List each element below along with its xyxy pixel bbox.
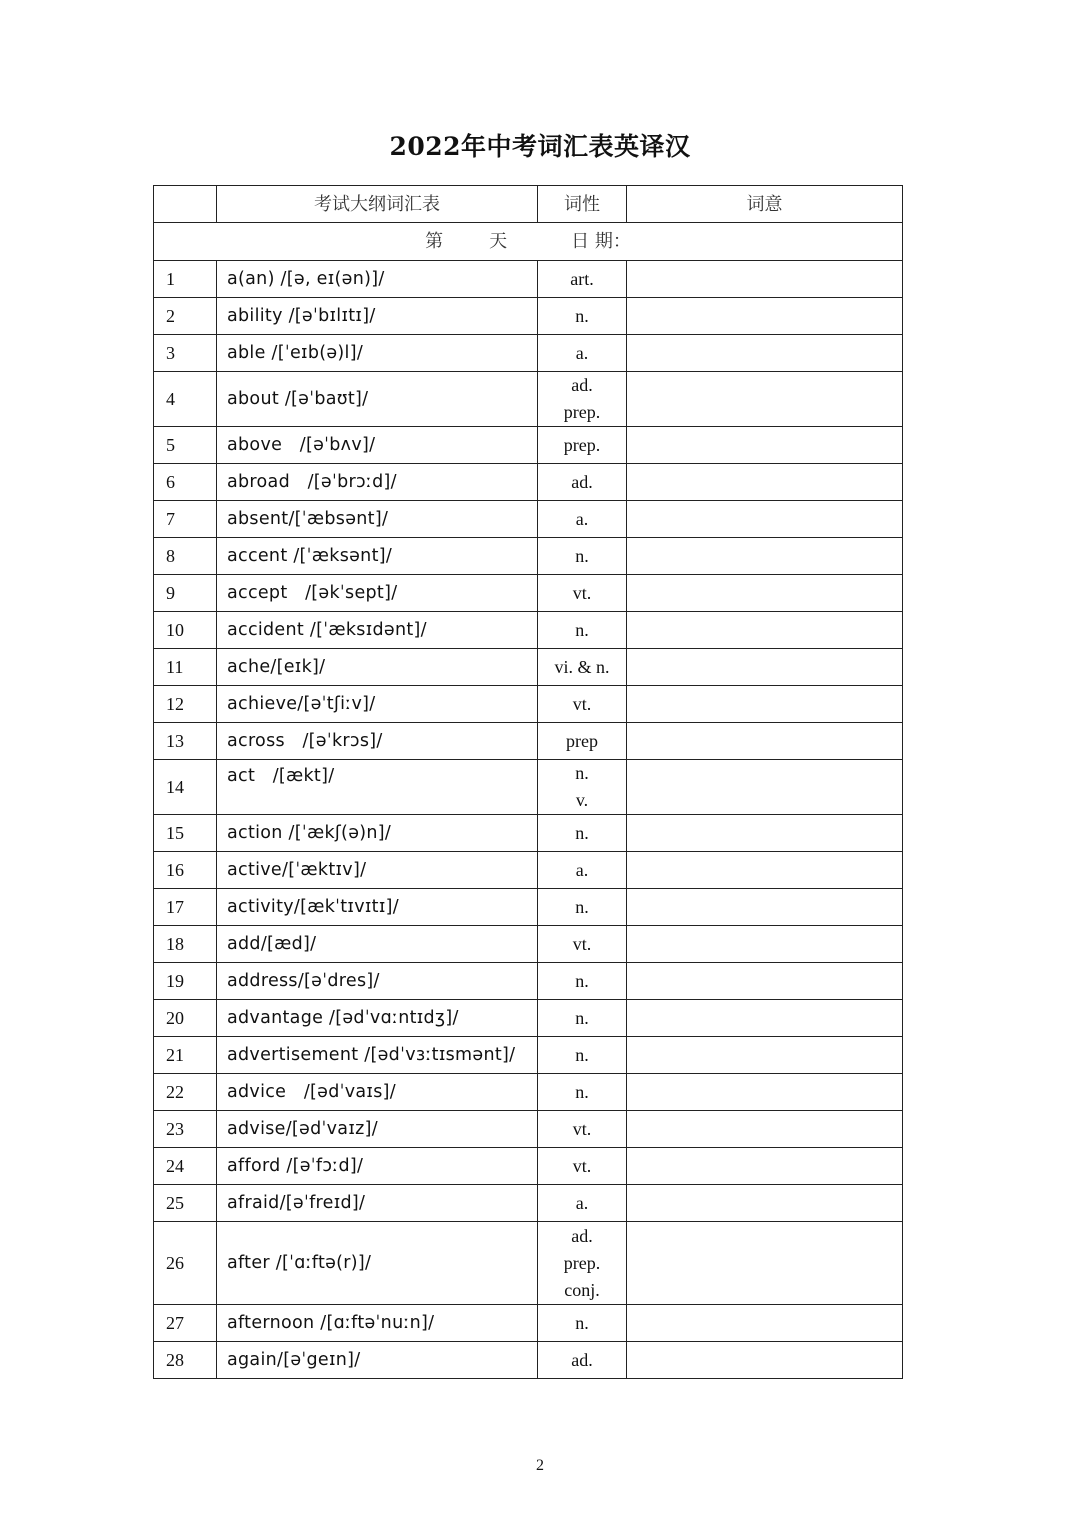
table-row: [154, 1305, 903, 1342]
table-row: [154, 372, 903, 427]
part-of-speech-label: n.: [575, 305, 589, 326]
word-phonetic-cell: accept /[əkˈsept]/: [217, 575, 538, 612]
part-of-speech-cell: [538, 723, 627, 760]
word-phonetic-cell: accent /[ˈæksənt]/: [217, 538, 538, 575]
header-word-cell: 考试大纲词汇表: [217, 186, 538, 223]
row-number-cell: 5: [154, 427, 217, 464]
table-row: [154, 815, 903, 852]
part-of-speech-cell: [538, 1185, 627, 1222]
row-number-cell: 4: [154, 372, 217, 427]
table-row: [154, 1342, 903, 1379]
part-of-speech-cell: [538, 889, 627, 926]
part-of-speech-cell: [538, 1111, 627, 1148]
meaning-cell[interactable]: [627, 889, 903, 926]
part-of-speech-label: conj.: [564, 1279, 600, 1300]
part-of-speech-cell: [538, 298, 627, 335]
word-phonetic-cell: advantage /[ədˈvɑːntɪdʒ]/: [217, 1000, 538, 1037]
part-of-speech-label: a.: [575, 508, 589, 529]
part-of-speech-label: prep: [566, 730, 598, 751]
row-number-cell: 21: [154, 1037, 217, 1074]
row-number-cell: 10: [154, 612, 217, 649]
part-of-speech-label: v.: [575, 790, 589, 810]
meaning-cell[interactable]: [627, 815, 903, 852]
part-of-speech-cell: [538, 1000, 627, 1037]
table-row: [154, 686, 903, 723]
page-number: 2: [536, 1457, 544, 1474]
day-date-row: [154, 223, 903, 261]
part-of-speech-cell: [538, 649, 627, 686]
word-phonetic-cell: advise/[ədˈvaɪz]/: [217, 1111, 538, 1148]
meaning-cell[interactable]: [627, 760, 903, 815]
row-number-cell: 2: [154, 298, 217, 335]
meaning-cell[interactable]: [627, 538, 903, 575]
row-number-cell: 13: [154, 723, 217, 760]
part-of-speech-label: n.: [575, 1044, 589, 1065]
part-of-speech-cell: [538, 261, 627, 298]
meaning-cell[interactable]: [627, 926, 903, 963]
part-of-speech-label: a.: [575, 342, 589, 363]
row-number-cell: 17: [154, 889, 217, 926]
word-phonetic-cell: a(an) /[ə, eɪ(ən)]/: [217, 261, 538, 298]
word-phonetic-cell: ability /[əˈbɪlɪtɪ]/: [217, 298, 538, 335]
row-number-cell: 1: [154, 261, 217, 298]
meaning-cell[interactable]: [627, 1074, 903, 1111]
meaning-cell[interactable]: [627, 1000, 903, 1037]
part-of-speech-label: prep.: [563, 402, 601, 422]
day-label-tian: 天: [489, 231, 510, 252]
part-of-speech-cell: [538, 1342, 627, 1379]
table-row: [154, 501, 903, 538]
date-label: 日 期：: [571, 231, 631, 252]
table-row: [154, 538, 903, 575]
row-number-cell: 15: [154, 815, 217, 852]
word-phonetic-cell: address/[əˈdres]/: [217, 963, 538, 1000]
meaning-cell[interactable]: [627, 1148, 903, 1185]
part-of-speech-cell: [538, 1148, 627, 1185]
part-of-speech-label: vt.: [572, 1155, 592, 1176]
row-number-cell: 20: [154, 1000, 217, 1037]
meaning-cell[interactable]: [627, 1305, 903, 1342]
part-of-speech-cell: [538, 963, 627, 1000]
row-number-cell: 19: [154, 963, 217, 1000]
part-of-speech-cell: [538, 926, 627, 963]
word-phonetic-cell: able /[ˈeɪb(ə)l]/: [217, 335, 538, 372]
table-row: [154, 723, 903, 760]
meaning-cell[interactable]: [627, 686, 903, 723]
meaning-cell[interactable]: [627, 501, 903, 538]
word-phonetic-cell: absent/[ˈæbsənt]/: [217, 501, 538, 538]
table-row: [154, 1185, 903, 1222]
part-of-speech-label: n.: [575, 896, 589, 917]
part-of-speech-cell: [538, 1037, 627, 1074]
row-number-cell: 3: [154, 335, 217, 372]
part-of-speech-label: vt.: [572, 933, 592, 954]
word-phonetic-cell: accident /[ˈæksɪdənt]/: [217, 612, 538, 649]
row-number-cell: 24: [154, 1148, 217, 1185]
table-row: [154, 852, 903, 889]
meaning-cell[interactable]: [627, 261, 903, 298]
row-number-cell: 27: [154, 1305, 217, 1342]
part-of-speech-label: n.: [575, 970, 589, 991]
part-of-speech-cell: [538, 464, 627, 501]
word-phonetic-cell: afford /[əˈfɔːd]/: [217, 1148, 538, 1185]
table-row: [154, 1074, 903, 1111]
header-meaning-cell: 词意: [627, 186, 903, 223]
part-of-speech-cell: [538, 815, 627, 852]
word-phonetic-cell: active/[ˈæktɪv]/: [217, 852, 538, 889]
word-phonetic-cell: ache/[eɪk]/: [217, 649, 538, 686]
row-number-cell: 25: [154, 1185, 217, 1222]
part-of-speech-label: n.: [575, 619, 589, 640]
row-number-cell: 6: [154, 464, 217, 501]
part-of-speech-cell: [538, 760, 627, 815]
meaning-cell[interactable]: [627, 1342, 903, 1379]
part-of-speech-label: n.: [575, 1312, 589, 1333]
meaning-cell[interactable]: [627, 298, 903, 335]
row-number-cell: 26: [154, 1222, 217, 1305]
row-number-cell: 14: [154, 760, 217, 815]
part-of-speech-label: vi. & n.: [554, 656, 610, 677]
table-row: [154, 889, 903, 926]
row-number-cell: 22: [154, 1074, 217, 1111]
word-phonetic-cell: again/[əˈgeɪn]/: [217, 1342, 538, 1379]
word-phonetic-cell: act /[ækt]/: [217, 760, 538, 815]
table-row: [154, 649, 903, 686]
part-of-speech-label: ad.: [571, 375, 593, 395]
part-of-speech-label: vt.: [572, 582, 592, 603]
word-phonetic-cell: activity/[ækˈtɪvɪtɪ]/: [217, 889, 538, 926]
row-number-cell: 11: [154, 649, 217, 686]
table-row: [154, 427, 903, 464]
word-phonetic-cell: above /[əˈbʌv]/: [217, 427, 538, 464]
word-phonetic-cell: achieve/[əˈtʃiːv]/: [217, 686, 538, 723]
part-of-speech-label: ad.: [571, 1225, 593, 1246]
table-row: [154, 1000, 903, 1037]
part-of-speech-label: art.: [570, 268, 594, 289]
part-of-speech-label: ad.: [571, 1349, 593, 1370]
table-row: [154, 760, 903, 815]
table-row: [154, 963, 903, 1000]
part-of-speech-label: ad.: [571, 471, 593, 492]
meaning-cell[interactable]: [627, 1222, 903, 1305]
word-phonetic-cell: abroad /[əˈbrɔːd]/: [217, 464, 538, 501]
part-of-speech-cell: [538, 852, 627, 889]
word-phonetic-cell: afraid/[əˈfreɪd]/: [217, 1185, 538, 1222]
word-phonetic-cell: afternoon /[ɑːftəˈnuːn]/: [217, 1305, 538, 1342]
row-number-cell: 28: [154, 1342, 217, 1379]
part-of-speech-cell: [538, 1222, 627, 1305]
word-phonetic-cell: about /[əˈbaʊt]/: [217, 372, 538, 427]
meaning-cell[interactable]: [627, 335, 903, 372]
day-date-cell: [154, 223, 903, 261]
part-of-speech-label: vt.: [572, 693, 592, 714]
table-row: [154, 926, 903, 963]
word-phonetic-cell: advice /[ədˈvaɪs]/: [217, 1074, 538, 1111]
meaning-cell[interactable]: [627, 372, 903, 427]
part-of-speech-label: n.: [575, 763, 589, 783]
part-of-speech-cell: [538, 1074, 627, 1111]
table-row: [154, 1111, 903, 1148]
meaning-cell[interactable]: [627, 963, 903, 1000]
part-of-speech-cell: [538, 335, 627, 372]
meaning-cell[interactable]: [627, 852, 903, 889]
part-of-speech-label: n.: [575, 545, 589, 566]
table-row: [154, 612, 903, 649]
meaning-cell[interactable]: [627, 612, 903, 649]
row-number-cell: 7: [154, 501, 217, 538]
part-of-speech-cell: [538, 372, 627, 427]
row-number-cell: 16: [154, 852, 217, 889]
word-phonetic-cell: add/[æd]/: [217, 926, 538, 963]
table-row: [154, 261, 903, 298]
table-row: [154, 1148, 903, 1185]
table-row: [154, 1222, 903, 1305]
part-of-speech-cell: [538, 427, 627, 464]
part-of-speech-label: prep.: [563, 1252, 601, 1273]
part-of-speech-label: vt.: [572, 1118, 592, 1139]
row-number-cell: 23: [154, 1111, 217, 1148]
part-of-speech-label: n.: [575, 1007, 589, 1028]
document-title: 2022年中考词汇表英译汉: [389, 132, 691, 161]
meaning-cell[interactable]: [627, 427, 903, 464]
part-of-speech-label: prep.: [563, 434, 601, 455]
part-of-speech-cell: [538, 612, 627, 649]
table-row: [154, 298, 903, 335]
part-of-speech-cell: [538, 501, 627, 538]
header-number-cell: [154, 186, 217, 223]
header-pos-cell: 词性: [538, 186, 627, 223]
part-of-speech-cell: [538, 538, 627, 575]
table-row: [154, 335, 903, 372]
meaning-cell[interactable]: [627, 723, 903, 760]
part-of-speech-cell: [538, 686, 627, 723]
part-of-speech-cell: [538, 1305, 627, 1342]
meaning-cell[interactable]: [627, 1111, 903, 1148]
meaning-cell[interactable]: [627, 1037, 903, 1074]
table-row: [154, 575, 903, 612]
meaning-cell[interactable]: [627, 575, 903, 612]
day-label-di: 第: [425, 231, 446, 252]
table-row: [154, 464, 903, 501]
row-number-cell: 12: [154, 686, 217, 723]
meaning-cell[interactable]: [627, 649, 903, 686]
vocabulary-table: [153, 185, 903, 1379]
word-phonetic-cell: after /[ˈɑːftə(r)]/: [217, 1222, 538, 1305]
word-phonetic-cell: across /[əˈkrɔs]/: [217, 723, 538, 760]
part-of-speech-label: a.: [575, 859, 589, 880]
part-of-speech-cell: [538, 575, 627, 612]
table-row: [154, 1037, 903, 1074]
part-of-speech-label: n.: [575, 822, 589, 843]
meaning-cell[interactable]: [627, 1185, 903, 1222]
word-phonetic-cell: action /[ˈækʃ(ə)n]/: [217, 815, 538, 852]
table-header-row: [154, 186, 903, 223]
meaning-cell[interactable]: [627, 464, 903, 501]
row-number-cell: 18: [154, 926, 217, 963]
row-number-cell: 9: [154, 575, 217, 612]
part-of-speech-label: a.: [575, 1192, 589, 1213]
word-phonetic-cell: advertisement /[ədˈvɜːtɪsmənt]/: [217, 1037, 538, 1074]
part-of-speech-label: n.: [575, 1081, 589, 1102]
row-number-cell: 8: [154, 538, 217, 575]
